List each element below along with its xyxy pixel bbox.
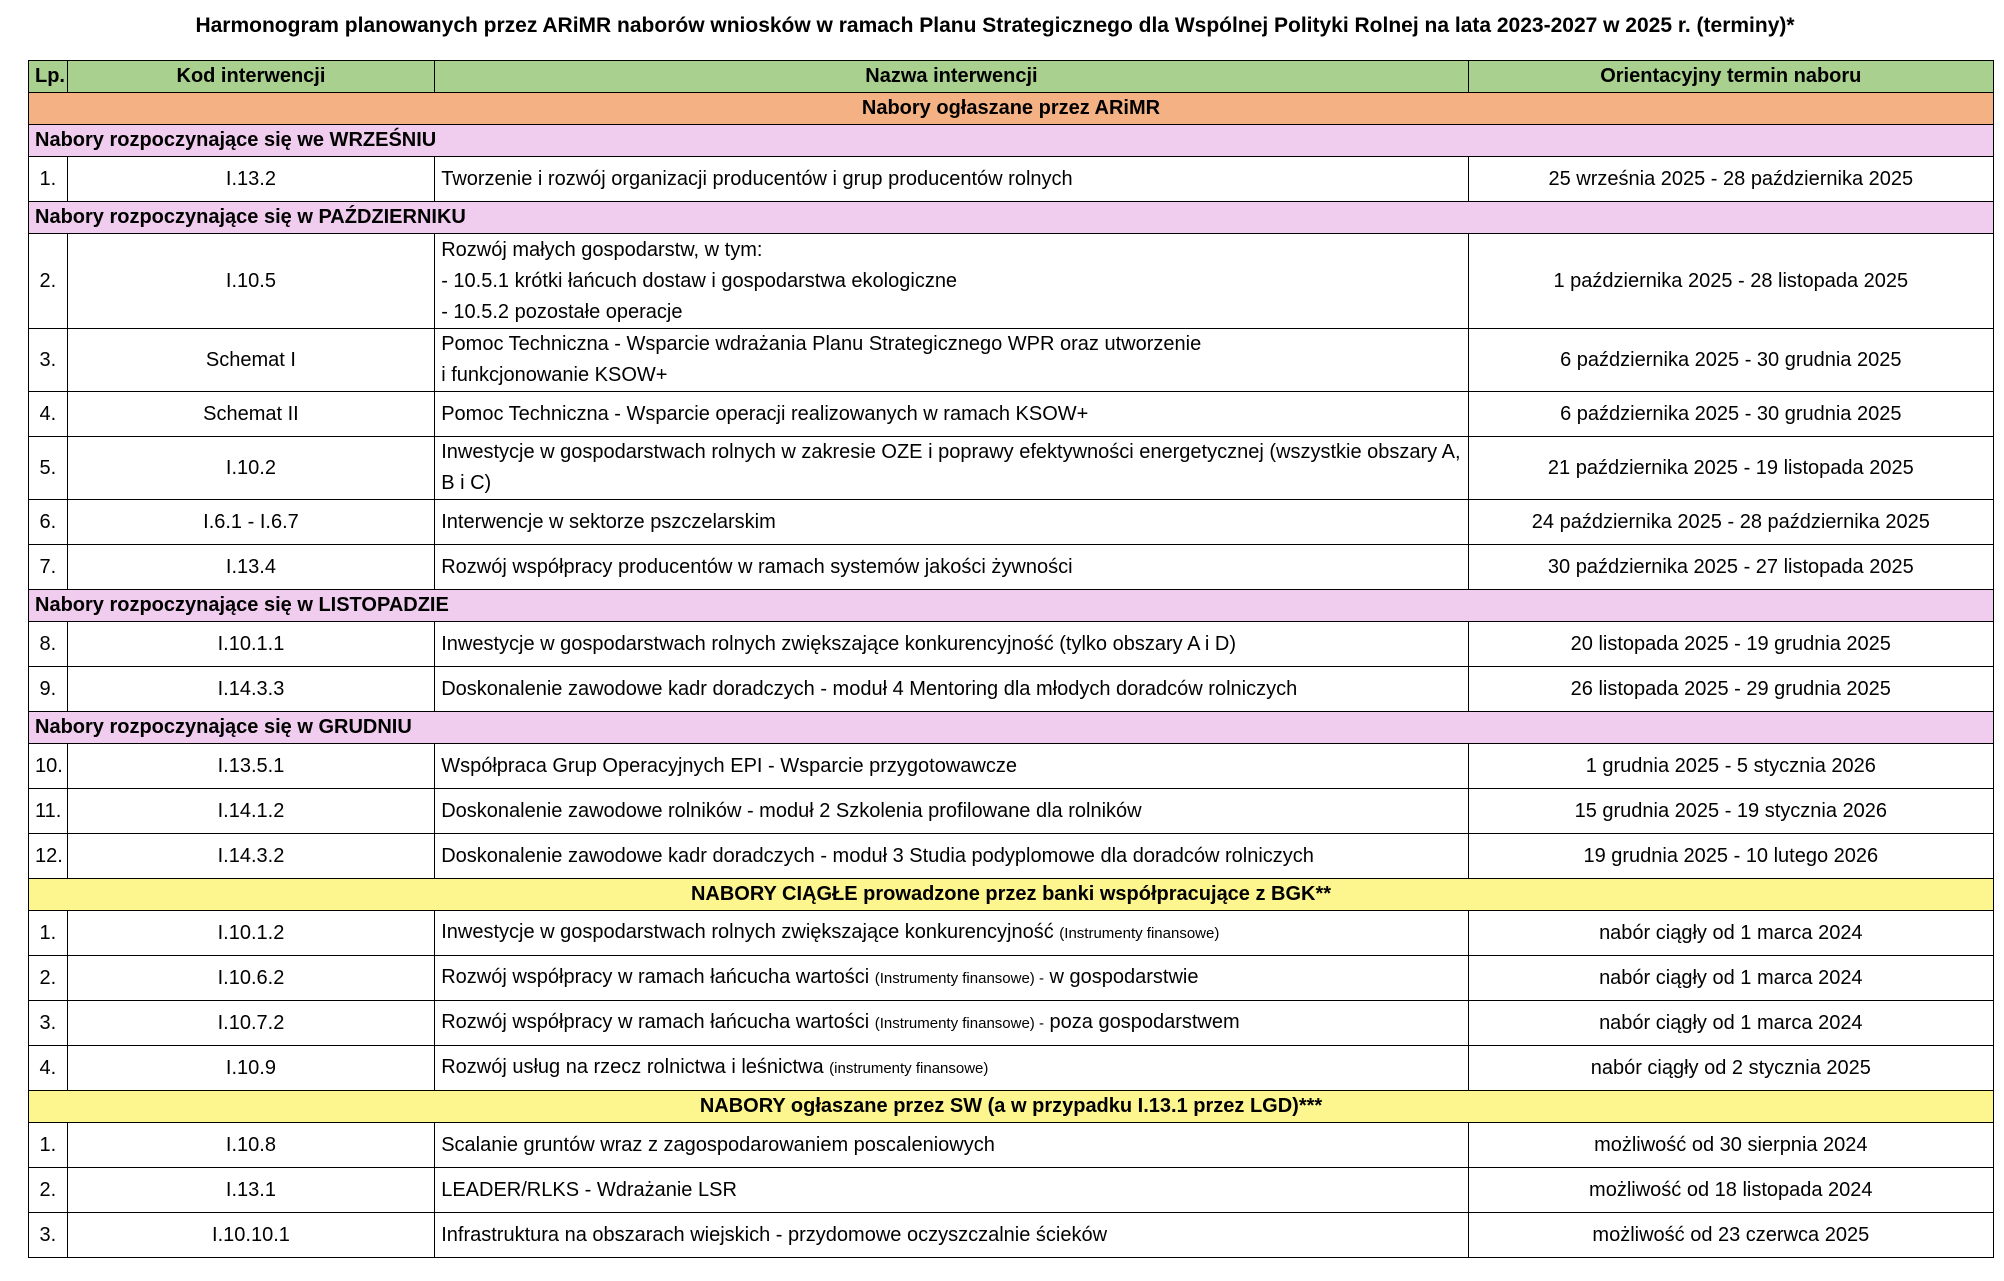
section-sw <box>29 1091 1994 1123</box>
cell-termin: 20 listopada 2025 - 19 grudnia 2025 <box>1468 622 1993 667</box>
nazwa-note: (Instrumenty finansowe) - <box>874 1015 1044 1032</box>
cell-kod: I.14.3.2 <box>67 834 435 879</box>
cell-kod: I.10.8 <box>67 1123 435 1168</box>
nazwa-note: (Instrumenty finansowe) - <box>874 970 1044 987</box>
table-row <box>29 667 1994 712</box>
table-row <box>29 1213 1994 1258</box>
section-pazdziernik <box>29 202 1994 234</box>
cell-termin: 24 października 2025 - 28 października 2025 <box>1468 500 1993 545</box>
nazwa-note: (Instrumenty finansowe) <box>1059 925 1220 942</box>
cell-kod: I.13.1 <box>67 1168 435 1213</box>
section-label: Nabory ogłaszane przez ARiMR <box>29 93 1994 125</box>
cell-kod: I.13.5.1 <box>67 744 435 789</box>
cell-kod: I.10.9 <box>67 1046 435 1091</box>
cell-kod: Schemat I <box>67 329 435 392</box>
cell-kod: I.10.6.2 <box>67 956 435 1001</box>
cell-nazwa: LEADER/RLKS - Wdrażanie LSR <box>435 1168 1468 1213</box>
cell-termin: nabór ciągły od 1 marca 2024 <box>1468 911 1993 956</box>
cell-nazwa: Pomoc Techniczna - Wsparcie operacji realizowanych w ramach KSOW+ <box>435 392 1468 437</box>
cell-lp: 9. <box>29 667 68 712</box>
cell-kod: Schemat II <box>67 392 435 437</box>
table-row <box>29 911 1994 956</box>
nazwa-text: Rozwój współpracy w ramach łańcucha wartości <box>441 966 870 988</box>
section-label: Nabory rozpoczynające się w LISTOPADZIE <box>29 590 1994 622</box>
cell-kod: I.10.1.2 <box>67 911 435 956</box>
section-label: Nabory rozpoczynające się w GRUDNIU <box>29 712 1994 744</box>
header-nazwa: Nazwa interwencji <box>435 61 1468 93</box>
cell-lp: 3. <box>29 1001 68 1046</box>
cell-lp: 8. <box>29 622 68 667</box>
section-grudzien <box>29 712 1994 744</box>
cell-termin: nabór ciągły od 1 marca 2024 <box>1468 956 1993 1001</box>
table-row <box>29 622 1994 667</box>
cell-lp: 6. <box>29 500 68 545</box>
cell-nazwa: Infrastruktura na obszarach wiejskich - przydomowe oczyszczalnie ścieków <box>435 1213 1468 1258</box>
cell-kod: I.14.3.3 <box>67 667 435 712</box>
cell-nazwa <box>435 956 1468 1001</box>
section-label: Nabory rozpoczynające się w PAŹDZIERNIKU <box>29 202 1994 234</box>
page-title: Harmonogram planowanych przez ARiMR naborów wniosków w ramach Planu Strategicznego dla Wspólnej Polityki Rolnej na lata 2023-2027 w 2025 r. (terminy)* <box>195 14 1795 37</box>
table-row <box>29 500 1994 545</box>
table-row <box>29 956 1994 1001</box>
cell-termin: 19 grudnia 2025 - 10 lutego 2026 <box>1468 834 1993 879</box>
cell-termin: 1 grudnia 2025 - 5 stycznia 2026 <box>1468 744 1993 789</box>
cell-termin: możliwość od 30 sierpnia 2024 <box>1468 1123 1993 1168</box>
header-lp: Lp. <box>29 61 68 93</box>
cell-nazwa <box>435 911 1468 956</box>
cell-lp: 5. <box>29 437 68 500</box>
section-label: Nabory rozpoczynające się we WRZEŚNIU <box>29 125 1994 157</box>
cell-nazwa: Pomoc Techniczna - Wsparcie wdrażania Planu Strategicznego WPR oraz utworzenie i funkcjonowanie KSOW+ <box>435 329 1468 392</box>
cell-lp: 2. <box>29 956 68 1001</box>
nazwa-tail: w gospodarstwie <box>1049 966 1199 988</box>
header-termin: Orientacyjny termin naboru <box>1468 61 1993 93</box>
nazwa-text: Rozwój usług na rzecz rolnictwa i leśnictwa <box>441 1056 824 1078</box>
cell-lp: 1. <box>29 157 68 202</box>
cell-termin: nabór ciągły od 1 marca 2024 <box>1468 1001 1993 1046</box>
cell-lp: 12. <box>29 834 68 879</box>
table-row <box>29 1168 1994 1213</box>
cell-lp: 7. <box>29 545 68 590</box>
cell-lp: 2. <box>29 234 68 329</box>
cell-lp: 3. <box>29 329 68 392</box>
cell-termin: 26 listopada 2025 - 29 grudnia 2025 <box>1468 667 1993 712</box>
cell-nazwa: Inwestycje w gospodarstwach rolnych w zakresie OZE i poprawy efektywności energetycznej (wszystkie obszary A, B i C) <box>435 437 1468 500</box>
cell-lp: 10. <box>29 744 68 789</box>
cell-nazwa: Scalanie gruntów wraz z zagospodarowaniem poscaleniowych <box>435 1123 1468 1168</box>
cell-nazwa: Tworzenie i rozwój organizacji producentów i grup producentów rolnych <box>435 157 1468 202</box>
cell-lp: 3. <box>29 1213 68 1258</box>
table-row <box>29 329 1994 392</box>
cell-termin: 15 grudnia 2025 - 19 stycznia 2026 <box>1468 789 1993 834</box>
table-row <box>29 1001 1994 1046</box>
table-row <box>29 744 1994 789</box>
cell-kod: I.10.1.1 <box>67 622 435 667</box>
table-row <box>29 834 1994 879</box>
cell-lp: 1. <box>29 1123 68 1168</box>
table-row <box>29 437 1994 500</box>
section-listopad <box>29 590 1994 622</box>
cell-kod: I.10.2 <box>67 437 435 500</box>
cell-kod: I.14.1.2 <box>67 789 435 834</box>
cell-kod: I.10.7.2 <box>67 1001 435 1046</box>
table-row <box>29 545 1994 590</box>
cell-nazwa: Doskonalenie zawodowe rolników - moduł 2 Szkolenia profilowane dla rolników <box>435 789 1468 834</box>
cell-lp: 2. <box>29 1168 68 1213</box>
cell-lp: 1. <box>29 911 68 956</box>
table-row <box>29 1046 1994 1091</box>
cell-nazwa: Rozwój małych gospodarstw, w tym: - 10.5.1 krótki łańcuch dostaw i gospodarstwa ekologiczne - 10.5.2 pozostałe operacje <box>435 234 1468 329</box>
cell-lp: 4. <box>29 1046 68 1091</box>
cell-kod: I.13.2 <box>67 157 435 202</box>
cell-nazwa: Doskonalenie zawodowe kadr doradczych - moduł 4 Mentoring dla młodych doradców rolniczych <box>435 667 1468 712</box>
cell-termin: 6 października 2025 - 30 grudnia 2025 <box>1468 329 1993 392</box>
cell-termin: 21 października 2025 - 19 listopada 2025 <box>1468 437 1993 500</box>
cell-nazwa: Inwestycje w gospodarstwach rolnych zwiększające konkurencyjność (tylko obszary A i D) <box>435 622 1468 667</box>
cell-termin: nabór ciągły od 2 stycznia 2025 <box>1468 1046 1993 1091</box>
cell-kod: I.10.5 <box>67 234 435 329</box>
nazwa-text: Inwestycje w gospodarstwach rolnych zwiększające konkurencyjność <box>441 921 1054 943</box>
cell-kod: I.13.4 <box>67 545 435 590</box>
cell-nazwa <box>435 1001 1468 1046</box>
section-bgk <box>29 879 1994 911</box>
cell-termin: możliwość od 23 czerwca 2025 <box>1468 1213 1993 1258</box>
cell-nazwa: Doskonalenie zawodowe kadr doradczych - moduł 3 Studia podyplomowe dla doradców rolniczych <box>435 834 1468 879</box>
nazwa-tail: poza gospodarstwem <box>1049 1011 1240 1033</box>
cell-termin: 30 października 2025 - 27 listopada 2025 <box>1468 545 1993 590</box>
cell-nazwa: Interwencje w sektorze pszczelarskim <box>435 500 1468 545</box>
cell-nazwa <box>435 1046 1468 1091</box>
section-label: NABORY CIĄGŁE prowadzone przez banki współpracujące z BGK** <box>29 879 1994 911</box>
schedule-table <box>28 60 1994 1258</box>
cell-nazwa: Współpraca Grup Operacyjnych EPI - Wsparcie przygotowawcze <box>435 744 1468 789</box>
cell-termin: 1 października 2025 - 28 listopada 2025 <box>1468 234 1993 329</box>
section-wrzesien <box>29 125 1994 157</box>
table-row <box>29 1123 1994 1168</box>
cell-nazwa: Rozwój współpracy producentów w ramach systemów jakości żywności <box>435 545 1468 590</box>
cell-termin: 6 października 2025 - 30 grudnia 2025 <box>1468 392 1993 437</box>
cell-lp: 4. <box>29 392 68 437</box>
section-arimr <box>29 93 1994 125</box>
table-header-row <box>29 61 1994 93</box>
cell-kod: I.6.1 - I.6.7 <box>67 500 435 545</box>
table-row <box>29 392 1994 437</box>
cell-termin: możliwość od 18 listopada 2024 <box>1468 1168 1993 1213</box>
table-row <box>29 789 1994 834</box>
table-row <box>29 157 1994 202</box>
table-row <box>29 234 1994 329</box>
cell-termin: 25 września 2025 - 28 października 2025 <box>1468 157 1993 202</box>
section-label: NABORY ogłaszane przez SW (a w przypadku I.13.1 przez LGD)*** <box>29 1091 1994 1123</box>
nazwa-note: (instrumenty finansowe) <box>829 1060 989 1077</box>
cell-lp: 11. <box>29 789 68 834</box>
nazwa-text: Rozwój współpracy w ramach łańcucha wartości <box>441 1011 870 1033</box>
cell-kod: I.10.10.1 <box>67 1213 435 1258</box>
header-kod: Kod interwencji <box>67 61 435 93</box>
